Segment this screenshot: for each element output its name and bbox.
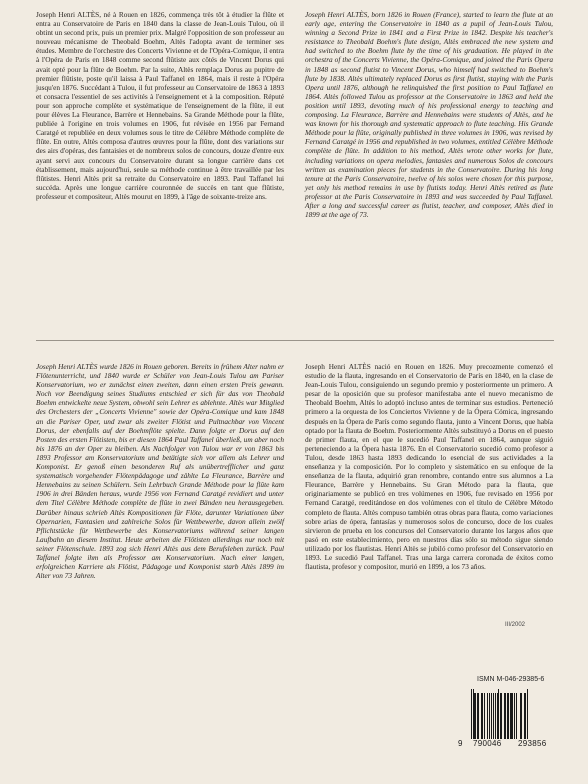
biography-french xyxy=(36,10,284,201)
biography-spanish-text: Joseph Henri ALTÈS nació en Rouen en 1826. Muy precozmente comenzó el estudio de la flauta, ingresando en el Conservatorio de París en 1840, en la clase de Jean-Louis Tulou, consiguiendo un segundo premio y posteriormente un primero. A pesar de la oposición que su profesor manifestaba ante el nuevo mecanismo de Theobald Boehm, Altès lo adoptó incluso antes de terminar sus estudios. Perteneció primero a la orquesta de los Conciertos Vivienne y de la Ópera Cómica, ingresando después en la Ópera de París como segundo flauta, junto a Vincent Dorus, que había optado por la flauta de Boehm. Posteriormente Altès substituyó a Dorus en el puesto de primer flauta, en el que le sucedió Paul Taffanel en 1864, aunque siguió perteneciendo a la Ópera hasta 1876. En el Conservatorio sucedió como profesor a Tulou, desde 1863 hasta 1893 dedicando lo esencial de sus actividades a la enseñanza y la composición. Por lo completo y sistemático en su enfoque de la enseñanza de la flauta, adquirió gran renombre, contando entre sus alumnos a La Fleurance, Barrère y Hennebains. Su Gran Método para la flauta, que originariamente se publicó en tres volúmenes en 1906, fue revisado en 1956 por Fernand Caratgé, reeditándose en dos volúmenes con el título de Célèbre Método completo de flauta. Altès compuso también otras obras para flauta, como variaciones sobre arias de ópera, fantasías y numerosos solos de concurso, doce de los cuales sirvieron de prueba en los concursos del Conservatorio durante los largos años que pasó en este establecimiento, pero en nuestros días sólo su método sigue siendo utilizado por los flautistas. Henri Altès se jubiló como profesor del Conservatorio en 1893. Le sucedió Paul Taffanel. Tras una larga carrera coronada de éxitos como flautista, profesor y compositor, murió en 1899, a los 73 años. xyxy=(305,362,553,572)
issn-label: ISMN M-046-29385-6 xyxy=(477,676,545,683)
barcode-gap xyxy=(528,689,529,739)
print-code: III/2002 xyxy=(505,622,526,628)
biography-english-text: Joseph Henri ALTÈS, born 1826 in Rouen (France), started to learn the flute at an early age, entering the Conservatoire in 1840 as a pupil of Jean-Louis Tulou, winning a Second Prize in 1841 and a First Prize in 1842. Despite his teacher's resistance to Theobald Boehm's flute design, Altès embraced the new system and had switched to the Boehm flute by the time of his graduation. He played in the orchestra of the Concerts Vivienne, the Opéra-Comique, and joined the Paris Opera in 1848 as second flutist to Vincent Dorus, who himself had switched to Boehm's flute by 1838. Altès ultimately replaced Dorus as first flutist, staying with the Paris Opera until 1876, although he relinquished the first position to Paul Taffanel en 1864. Altès followed Tulou as professor at the Conservatoire in 1863 and held the position until 1893, devoting much of his professional energy to teaching and composing. La Fleurance, Barrère and Hennebains were students of Altès, and he was known for his thorough and systematic approach to flute teaching. His Grande Méthode pour la flûte, originally published in three volumes in 1906, was revised by Fernand Caratgé in 1956 and republished in two volumes, entitled Célèbre Méthode complète de flûte. In addition to his method, Altès wrote other works for flute, including variations on opera melodies, fantasies and numerous Solos de concours written as examination pieces for students in the Conservatoire. During his long tenure at the Paris Conservatoire, twelve of his solos were chosen for this purpose, yet only his method remains in use by flutists today. Henri Altès retired as flute professor at the Paris Conservatoire in 1893 and was succeeded by Paul Taffanel. After a long and successful career as flutist, teacher, and composer, Altès died in 1899 at the age of 73. xyxy=(305,10,553,220)
biography-english xyxy=(305,10,553,219)
biography-german xyxy=(36,362,284,580)
barcode-lead-digit: 9 xyxy=(458,739,463,748)
biography-german-text: Joseph Henri ALTÈS wurde 1826 in Rouen geboren. Bereits in frühem Alter nahm er Flötenunterricht, und 1840 wurde er Schüler von Jean-Louis Tulou am Pariser Konservatorium, wo er zunächst einen zweiten, dann einen ersten Preis gewann. Noch vor Beendigung seines Studiums entschied er sich für das von Theobald Boehm entwickelte neue System, obwohl sein Lehrer es ablehnte. Altès war Mitglied des Orchesters der „Concerts Vivienne" sowie der Opéra-Comique und kam 1848 an die Pariser Oper, und zwar als zweiter Flötist und Pultnachbar von Vincent Dorus, der ebenfalls auf der Boehmflöte spielte. Dann folgte er Dorus auf den Posten des ersten Flötisten, bis er diesen 1864 Paul Taffanel überließ, um aber noch bis 1876 an der Oper zu bleiben. Als Nachfolger von Tulou war er von 1863 bis 1893 Professor am Konservatorium und betätigte sich vor allem als Lehrer und Komponist. Er genoß einen besonderen Ruf als unübertrefflicher und ganz systematisch vorgehender Flötenpädagoge und zählte La Fleurance, Barrère und Hennebains zu seinen Schülern. Sein Lehrbuch Grande Méthode pour la flûte kam 1906 in drei Bänden heraus, wurde 1956 von Fernand Caratgé revidiert und unter dem Titel Célèbre Méthode complète de flûte in zwei Bänden neu herausgegeben. Darüber hinaus schrieb Altès Kompositionen für Flöte, darunter Variationen über Opernarien, Fantasien und zahlreiche Solos für Wettbewerbe, davon allein zwölf Pflichtstücke für Wettbewerbe des Konservatoriums während seiner langen Laufbahn an diesem Institut. Heute arbeiten die Flötisten allerdings nur noch mit seiner Flötenschule. 1893 zog sich Henri Altès aus dem Berufsleben zurück. Paul Taffanel folgte ihm als Professor am Konservatorium. Nach einer langen, erfolgreichen Karriere als Flötist, Pädagoge und Komponist starb Altès 1899 im Alter von 73 Jahren. xyxy=(36,362,284,581)
section-divider xyxy=(36,340,554,341)
barcode-left-digits: 790046 xyxy=(473,739,502,748)
barcode-bars xyxy=(471,689,563,739)
biography-french-text: Joseph Henri ALTÈS, né à Rouen en 1826, commença très tôt à étudier la flûte et entra au Conservatoire de Paris en 1840 dans la classe de Jean-Louis Tulou, où il obtint un second prix, puis un premier prix. Malgré l'opposition de son professeur au nouveau mécanisme de Theobald Boehm, Altès l'adopta avant de terminer ses études. Membre de l'orchestre des Concerts Vivienne et de l'Opéra-Comique, il entra à l'Opéra de Paris en 1848 comme second flûtiste aux côtés de Vincent Dorus qui avait opté pour la flûte de Boehm. Par la suite, Altès remplaça Dorus au pupitre de premier flûtiste, poste qu'il laissa à Paul Taffanel en 1864, mais il reste à l'Opéra jusqu'en 1876. Succédant à Tulou, il fut professeur au Conservatoire de 1863 à 1893 et consacra l'essentiel de ses activités à l'enseignement et à la composition. Réputé pour son approche complète et systématique de l'enseignement de la flûte, il eut pour élèves La Fleurance, Barrère et Hennebains. Sa Grande Méthode pour la flûte, publiée à l'origine en trois volumes en 1906, fut révisée en 1956 par Fernand Caratgé et republiée en deux volumes sous le titre de Célèbre Méthode complète de flûte. En outre, Altès composa d'autres œuvres pour la flûte, dont des variations sur des airs d'opéras, des fantaisies et de nombreux solos de concours, douze d'entre eux ayant servi aux concours du Conservatoire durant sa longue carrière dans cet établissement, mais aujourd'hui, seule sa méthode continue à être travaillée par les flûtistes. Henri Altès prit sa retraite du Conservatoire en 1893. Paul Taffanel lui succéda. Après une longue carrière couronnée de succès en tant que flûtiste, professeur et compositeur, Altès mourut en 1899, à l'âge de soixante-treize ans. xyxy=(36,10,284,201)
barcode xyxy=(458,689,564,751)
barcode-right-digits: 293856 xyxy=(518,739,547,748)
biography-spanish xyxy=(305,362,553,571)
